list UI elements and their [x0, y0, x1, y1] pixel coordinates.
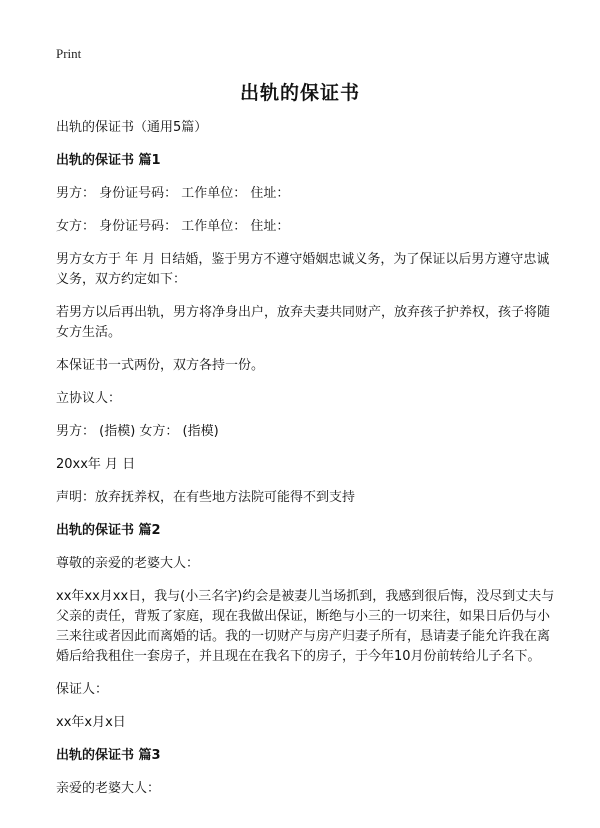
document-title: 出轨的保证书 — [239, 82, 360, 104]
paragraph: 男方： (指模) 女方： (指模) — [56, 424, 219, 439]
paragraph: xx年x月x日 — [56, 715, 126, 730]
section-heading-1: 出轨的保证书 篇1 — [56, 153, 161, 168]
paragraph: 保证人： — [56, 682, 109, 697]
paragraph: 女方： 身份证号码： 工作单位： 住址： — [56, 219, 290, 234]
paragraph: 亲爱的老婆大人： — [56, 781, 161, 796]
paragraph: 本保证书一式两份，双方各持一份。 — [56, 358, 265, 373]
paragraph: 20xx年 月 日 — [56, 457, 136, 472]
section-heading-3: 出轨的保证书 篇3 — [56, 748, 161, 763]
paragraph: 男方： 身份证号码： 工作单位： 住址： — [56, 186, 290, 201]
print-link[interactable]: Print — [56, 46, 82, 61]
paragraph: 若男方以后再出轨，男方将净身出户，放弃夫妻共同财产，放弃孩子护养权，孩子将随女方生活。 — [56, 305, 551, 340]
document-subtitle: 出轨的保证书（通用5篇） — [56, 120, 208, 135]
paragraph: xx年xx月xx日，我与(小三名字)约会是被妻儿当场抓到，我感到很后悔，没尽到丈夫与父亲的责任，背叛了家庭，现在我做出保证，断绝与小三的一切来往，如果日后仍与小三来往或者因此而离婚的话。我的一切财产与房产归妻子所有，恳请妻子能允许我在离婚后给我租住一套房子，并且现在在我名下的房子，于今年10月份前转给儿子名下。 — [56, 589, 555, 664]
document-body — [56, 118, 556, 812]
paragraph: 尊敬的亲爱的老婆大人： — [56, 556, 200, 571]
section-heading-2: 出轨的保证书 篇2 — [56, 523, 161, 538]
paragraph: 声明：放弃抚养权，在有些地方法院可能得不到支持 — [56, 490, 356, 505]
paragraph: 立协议人： — [56, 391, 122, 406]
paragraph: 男方女方于 年 月 日结婚，鉴于男方不遵守婚姻忠诚义务，为了保证以后男方遵守忠诚义务，双方约定如下： — [56, 252, 550, 287]
